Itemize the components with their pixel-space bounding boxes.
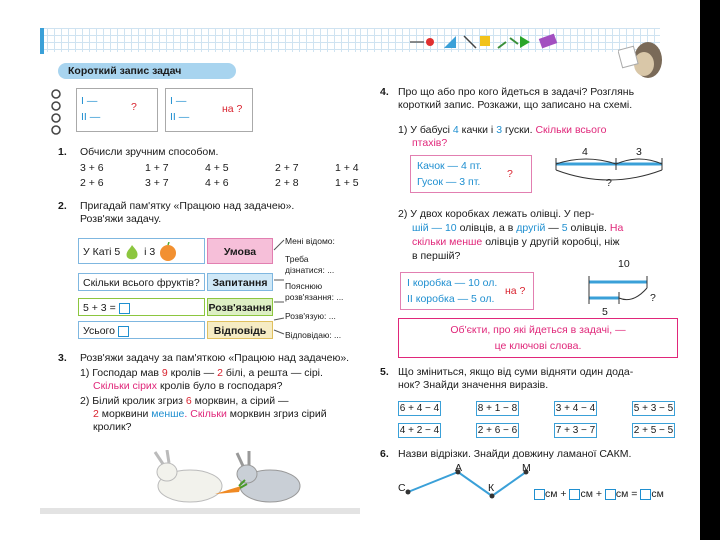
expression-box: 6 + 4 − 4 bbox=[399, 403, 440, 414]
expression-box: 4 + 2 − 4 bbox=[399, 425, 440, 436]
p1-f: Скільки всього bbox=[535, 124, 607, 136]
sub2-g: . Скільки bbox=[184, 408, 227, 420]
rec2-row1: I коробка — 10 ол. bbox=[407, 277, 498, 289]
task2-line2: Розв'яжи задачу. bbox=[80, 213, 162, 225]
rec2-row2: II коробка — 5 ол. bbox=[407, 293, 495, 305]
p1-num: 1) bbox=[398, 124, 408, 136]
key-words-note bbox=[398, 318, 678, 358]
rec1-question: ? bbox=[507, 168, 513, 180]
task1-expr: 1 + 7 bbox=[145, 162, 169, 174]
sub2-e: морквини bbox=[98, 408, 152, 420]
unit-cm: см bbox=[545, 488, 558, 500]
condition-text-a: У Каті 5 bbox=[83, 246, 121, 258]
solution-text: 5 + 3 = bbox=[83, 302, 116, 314]
p2-b: шій — bbox=[412, 222, 445, 234]
hint-2: Треба bbox=[285, 254, 309, 264]
answer-square bbox=[569, 489, 580, 500]
sub1-e: білі, а решта — сірі. bbox=[222, 367, 323, 379]
spiral-icon bbox=[48, 88, 64, 138]
section-heading: Короткий запис задач bbox=[58, 63, 236, 79]
blue-margin-bar bbox=[40, 28, 44, 54]
p2-c: 10 bbox=[444, 222, 457, 234]
p2-a: У двох коробках лежать олівці. У пер- bbox=[410, 208, 595, 220]
segment-diagram-2 bbox=[585, 268, 655, 312]
p2-d: олівців, а в bbox=[456, 222, 517, 234]
sub2-c: морквин, а сірий — bbox=[191, 395, 289, 407]
task5-line2: нок? Знайди значення виразів. bbox=[398, 379, 549, 391]
unit-cm: см bbox=[651, 488, 664, 500]
p1-e: гуски. bbox=[502, 124, 536, 136]
answer-square bbox=[534, 489, 545, 500]
sample1-row2: II — bbox=[81, 111, 101, 123]
task3-sub2-line2 bbox=[93, 408, 327, 421]
note-line1: Об'єкти, про які йдеться в задачі, — bbox=[450, 324, 626, 336]
sample1-question: ? bbox=[131, 101, 137, 113]
sub1-num: 1) bbox=[80, 367, 90, 379]
condition-box bbox=[78, 238, 205, 264]
task1-expr: 3 + 7 bbox=[145, 177, 169, 189]
task3-sub2 bbox=[80, 395, 289, 408]
condition-label: Умова bbox=[207, 238, 273, 264]
p2-i: На bbox=[609, 222, 624, 234]
answer-square bbox=[640, 489, 651, 500]
page-footer-bar bbox=[40, 508, 385, 514]
sub2-num: 2) bbox=[80, 395, 90, 407]
hedgehog-mascot bbox=[618, 34, 662, 80]
shapes-decoration bbox=[400, 30, 560, 54]
p1-d: 3 bbox=[496, 124, 503, 136]
p2-e: другій bbox=[516, 222, 546, 234]
task5-number: 5. bbox=[380, 366, 389, 378]
hint-7: Відповідаю: ... bbox=[285, 330, 342, 340]
answer-text: Усього bbox=[83, 325, 115, 337]
sub1-q2: кролів було в господаря? bbox=[157, 380, 283, 392]
expression-box: 7 + 3 − 7 bbox=[555, 425, 596, 436]
task1-expr: 3 + 6 bbox=[80, 162, 104, 174]
p1-b: 4 bbox=[452, 124, 459, 136]
expression-box: 5 + 3 − 5 bbox=[633, 403, 674, 414]
rec1-row2: Гусок — 3 пт. bbox=[417, 176, 481, 188]
task4-p2-line2 bbox=[412, 222, 623, 235]
sample2-row2: II — bbox=[170, 111, 190, 123]
seg2-label-b: 5 bbox=[602, 306, 608, 318]
task4-p1 bbox=[398, 124, 606, 137]
sub1-a: Господар мав bbox=[92, 367, 162, 379]
hint-arrows bbox=[272, 236, 286, 346]
answer-square bbox=[605, 489, 616, 500]
sub1-q: Скільки сірих bbox=[93, 380, 158, 392]
apple-icon bbox=[158, 242, 178, 262]
task3-number: 3. bbox=[58, 352, 67, 364]
solution-box bbox=[78, 298, 205, 316]
point-m: М bbox=[522, 462, 531, 474]
rec1-row1: Качок — 4 пт. bbox=[417, 160, 482, 172]
task3-sub1 bbox=[80, 367, 323, 380]
question-box: Скільки всього фруктів? bbox=[78, 273, 205, 291]
seg1-label-a: 4 bbox=[582, 146, 588, 158]
unit-cm: см bbox=[615, 488, 629, 500]
answer-label: Відповідь bbox=[207, 321, 273, 339]
seg1-label-b: 3 bbox=[636, 146, 642, 158]
task4-number: 4. bbox=[380, 86, 389, 98]
p2-num: 2) bbox=[398, 208, 408, 220]
p2-l: в першій? bbox=[412, 250, 461, 262]
p2-j: скільки менше bbox=[412, 236, 483, 248]
expression-box: 3 + 4 − 4 bbox=[555, 403, 596, 414]
notebook-card-1 bbox=[76, 88, 158, 132]
expression-box: 8 + 1 − 8 bbox=[477, 403, 518, 414]
task2-number: 2. bbox=[58, 200, 67, 212]
sample2-question: на ? bbox=[222, 103, 243, 115]
task4-line2: короткий запис. Розкажи, що записано на схемі. bbox=[398, 99, 633, 111]
top-grid bbox=[40, 28, 390, 52]
task4-line1: Про що або про кого йдеться в задачі? Розглянь bbox=[398, 86, 635, 98]
task1-expr: 2 + 7 bbox=[275, 162, 299, 174]
note-line2: це ключові слова. bbox=[494, 340, 582, 352]
solution-label: Розв'язання bbox=[207, 298, 273, 316]
answer-box bbox=[78, 321, 205, 339]
hint-6: Розв'язую: ... bbox=[285, 311, 336, 321]
task3-sub2-line3: кролик? bbox=[93, 421, 132, 433]
task2-line1: Пригадай пам'ятку «Працюю над задачею». bbox=[80, 200, 295, 212]
task1-expr: 2 + 8 bbox=[275, 177, 299, 189]
sub1-d: 2 bbox=[217, 367, 223, 379]
answer-square bbox=[118, 326, 129, 337]
task4-p2-line1 bbox=[398, 208, 594, 221]
hint-5: розв'язання: ... bbox=[285, 292, 344, 302]
task1-expr: 4 + 6 bbox=[205, 177, 229, 189]
short-record-2 bbox=[400, 272, 534, 310]
hint-3: дізнатися: ... bbox=[285, 265, 335, 275]
task1-text: Обчисли зручним способом. bbox=[80, 146, 219, 158]
task5-line1: Що зміниться, якщо від суми відняти один дода- bbox=[398, 366, 634, 378]
sub2-f: менше bbox=[151, 408, 185, 420]
task3-sub1-q bbox=[93, 380, 282, 393]
p1-c: качки і bbox=[458, 124, 497, 136]
hint-1: Мені відомо: bbox=[285, 236, 335, 246]
expression-box: 2 + 6 − 6 bbox=[477, 425, 518, 436]
point-k: К bbox=[488, 482, 495, 494]
question-label: Запитання bbox=[207, 273, 273, 291]
rec2-question: на ? bbox=[505, 285, 526, 297]
sub2-h: морквин згриз сірий bbox=[226, 408, 327, 420]
task1-expr: 1 + 5 bbox=[335, 177, 359, 189]
unit-cm: см bbox=[580, 488, 593, 500]
seg1-question: ? bbox=[606, 177, 612, 189]
condition-text-b: і 3 bbox=[144, 246, 156, 258]
p1-a: У бабусі bbox=[410, 124, 453, 136]
answer-square bbox=[119, 303, 130, 314]
p2-g: 5 bbox=[561, 222, 568, 234]
task1-expr: 4 + 5 bbox=[205, 162, 229, 174]
task4-p2-line3 bbox=[412, 236, 619, 249]
sub1-b: 9 bbox=[161, 367, 168, 379]
rabbits-illustration bbox=[145, 450, 315, 508]
notebook-card-2 bbox=[165, 88, 253, 132]
p2-h: олівців. bbox=[567, 222, 610, 234]
expression-box: 2 + 5 − 5 bbox=[633, 425, 674, 436]
short-record-1 bbox=[410, 155, 532, 193]
sample1-row1: I — bbox=[81, 95, 98, 107]
point-a: А bbox=[455, 462, 463, 474]
p2-f: — bbox=[545, 222, 562, 234]
task1-expr: 2 + 6 bbox=[80, 177, 104, 189]
seg2-label-a: 10 bbox=[618, 258, 630, 270]
hint-4: Пояснюю bbox=[285, 281, 323, 291]
task3-line1: Розв'яжи задачу за пам'яткою «Працюю над задачею». bbox=[80, 352, 350, 364]
point-c: С bbox=[398, 482, 406, 494]
seg2-question: ? bbox=[650, 292, 656, 304]
p1-g: птахів? bbox=[412, 137, 448, 149]
p2-k: олівців у другій коробці, ніж bbox=[482, 236, 620, 248]
sub1-c: кролів — bbox=[167, 367, 218, 379]
sub2-d: 2 bbox=[93, 408, 99, 420]
sample2-row1: I — bbox=[170, 95, 187, 107]
right-page bbox=[360, 0, 700, 540]
length-sum: см + см + см = см bbox=[534, 488, 664, 501]
task1-number: 1. bbox=[58, 146, 67, 158]
sub2-b: 6 bbox=[185, 395, 192, 407]
task1-expr: 1 + 4 bbox=[335, 162, 359, 174]
pear-icon bbox=[123, 243, 141, 261]
task6-text: Назви відрізки. Знайди довжину ламаної САКМ. bbox=[398, 448, 632, 460]
task6-number: 6. bbox=[380, 448, 389, 460]
sub2-a: Білий кролик згриз bbox=[92, 395, 186, 407]
